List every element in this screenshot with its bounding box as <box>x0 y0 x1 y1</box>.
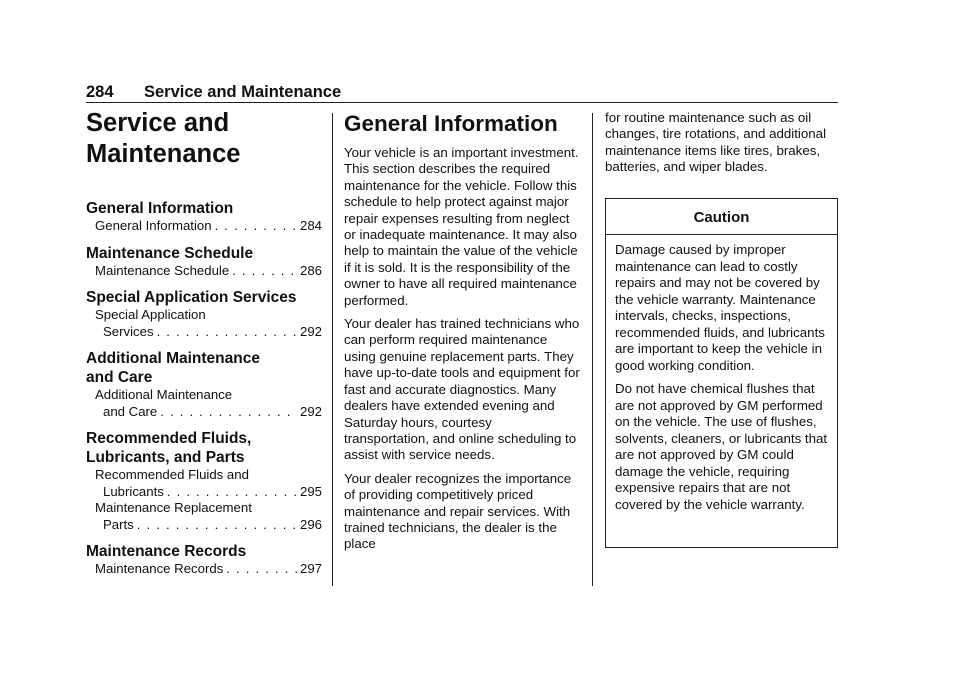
toc-section <box>86 288 322 340</box>
toc-heading[interactable]: Lubricants, and Parts <box>86 449 245 466</box>
toc-leader-dots <box>160 404 297 421</box>
section-title: General Information <box>344 111 558 136</box>
column-divider <box>592 113 593 586</box>
toc-entry-text: Maintenance Replacement <box>95 500 252 515</box>
toc-entry-text: and Care <box>103 403 158 419</box>
column-divider <box>332 113 333 586</box>
header-rule <box>86 102 838 103</box>
body-paragraph: for routine maintenance such as oil changes, tire rotations, and additional maintenance items like tires, brakes, batteries, and wiper blades. <box>605 110 827 175</box>
toc-heading[interactable]: Maintenance Schedule <box>86 244 254 262</box>
toc-heading[interactable]: and Care <box>86 369 153 386</box>
toc-leader-dots <box>226 561 297 578</box>
toc-section <box>86 244 322 280</box>
page-number: 284 <box>86 83 114 101</box>
toc-page-number: 295 <box>299 483 322 499</box>
caution-paragraph: Damage caused by improper maintenance can lead to costly repairs and may not be covered by the vehicle warranty. Maintenance intervals, checks, inspections, recommended fluids, and lubricants are important to keep the vehicle in good working condition. <box>615 242 825 373</box>
chapter-title-line: Maintenance <box>86 140 241 168</box>
toc-entry-text: Services <box>103 323 154 339</box>
toc-page-number: 292 <box>299 323 322 339</box>
body-paragraph: Your dealer recognizes the importance of providing competitively priced maintenance and repair services. With trained technicians, the dealer is the place <box>344 470 572 552</box>
chapter-title <box>86 108 322 170</box>
toc-heading[interactable]: Maintenance Records <box>86 543 247 560</box>
toc-entry-text: Special Application <box>95 307 206 322</box>
toc-entry[interactable] <box>86 500 322 533</box>
toc-page-number: 297 <box>299 561 322 576</box>
toc-entry[interactable] <box>86 263 322 280</box>
toc-section <box>86 542 322 578</box>
toc-heading[interactable]: Recommended Fluids, <box>86 430 252 447</box>
toc-section <box>86 349 322 420</box>
caution-paragraph: Do not have chemical flushes that are not approved by GM performed on the vehicle. The use of flushes, solvents, cleaners, or lubricants that are not approved by GM could damage the vehicle, requiring expensive repairs that are not covered by the vehicle warranty. <box>615 381 828 512</box>
toc-section <box>86 199 322 235</box>
toc-entry[interactable] <box>86 467 322 500</box>
toc-page-number: 284 <box>299 218 322 233</box>
toc-page-number: 286 <box>299 262 322 278</box>
toc-entry-text: Parts <box>103 516 134 532</box>
caution-box <box>605 198 838 548</box>
toc-heading[interactable]: Special Application Services <box>86 289 297 306</box>
running-title: Service and Maintenance <box>144 83 342 101</box>
toc-leader-dots <box>215 218 297 235</box>
toc-leader-dots <box>232 263 297 280</box>
toc-heading[interactable]: General Information <box>86 200 234 217</box>
toc-page-number: 296 <box>299 516 322 532</box>
toc-entry-text: Lubricants <box>103 483 164 499</box>
toc-entry[interactable] <box>86 561 322 578</box>
toc-heading[interactable]: Additional Maintenance <box>86 350 260 367</box>
toc-entry-text: Maintenance Records <box>95 561 224 576</box>
toc-leader-dots <box>137 517 297 534</box>
toc-column <box>86 108 322 578</box>
page-header <box>86 83 341 102</box>
toc-entry-text: General Information <box>95 218 212 233</box>
toc-page-number: 292 <box>299 403 322 419</box>
caution-body <box>606 235 837 513</box>
toc-entry[interactable] <box>86 307 322 340</box>
body-column <box>344 110 580 560</box>
toc-section <box>86 429 322 533</box>
toc-entry-text: Maintenance Schedule <box>95 262 230 278</box>
body-paragraph: Your vehicle is an important investment. This section describes the required maintenance for the vehicle. Follow this schedule to help protect against major repair expenses resulting from neglect or inadequate maintenance. It may also help to maintain the value of the vehicle if it is sold. It is the responsibility of the owner to have all required maintenance performed. <box>344 145 579 308</box>
body-column-continued <box>605 110 841 183</box>
toc-leader-dots <box>167 484 297 501</box>
toc-entry-text: Additional Maintenance <box>95 387 233 402</box>
body-paragraph: Your dealer has trained technicians who can perform required maintenance using genuine replacement parts. They have up-to-date tools and equipment for fast and accurate diagnostics. Many dealers have extended evening and Saturday hours, courtesy transportation, and online scheduling to assist with service needs. <box>344 316 580 463</box>
table-of-contents <box>86 199 322 578</box>
toc-entry-text: Recommended Fluids and <box>95 467 249 482</box>
toc-entry[interactable] <box>86 387 322 420</box>
chapter-title-line: Service and <box>86 109 230 137</box>
caution-title: Caution <box>606 199 837 235</box>
toc-leader-dots <box>157 324 297 341</box>
toc-entry[interactable] <box>86 218 322 235</box>
